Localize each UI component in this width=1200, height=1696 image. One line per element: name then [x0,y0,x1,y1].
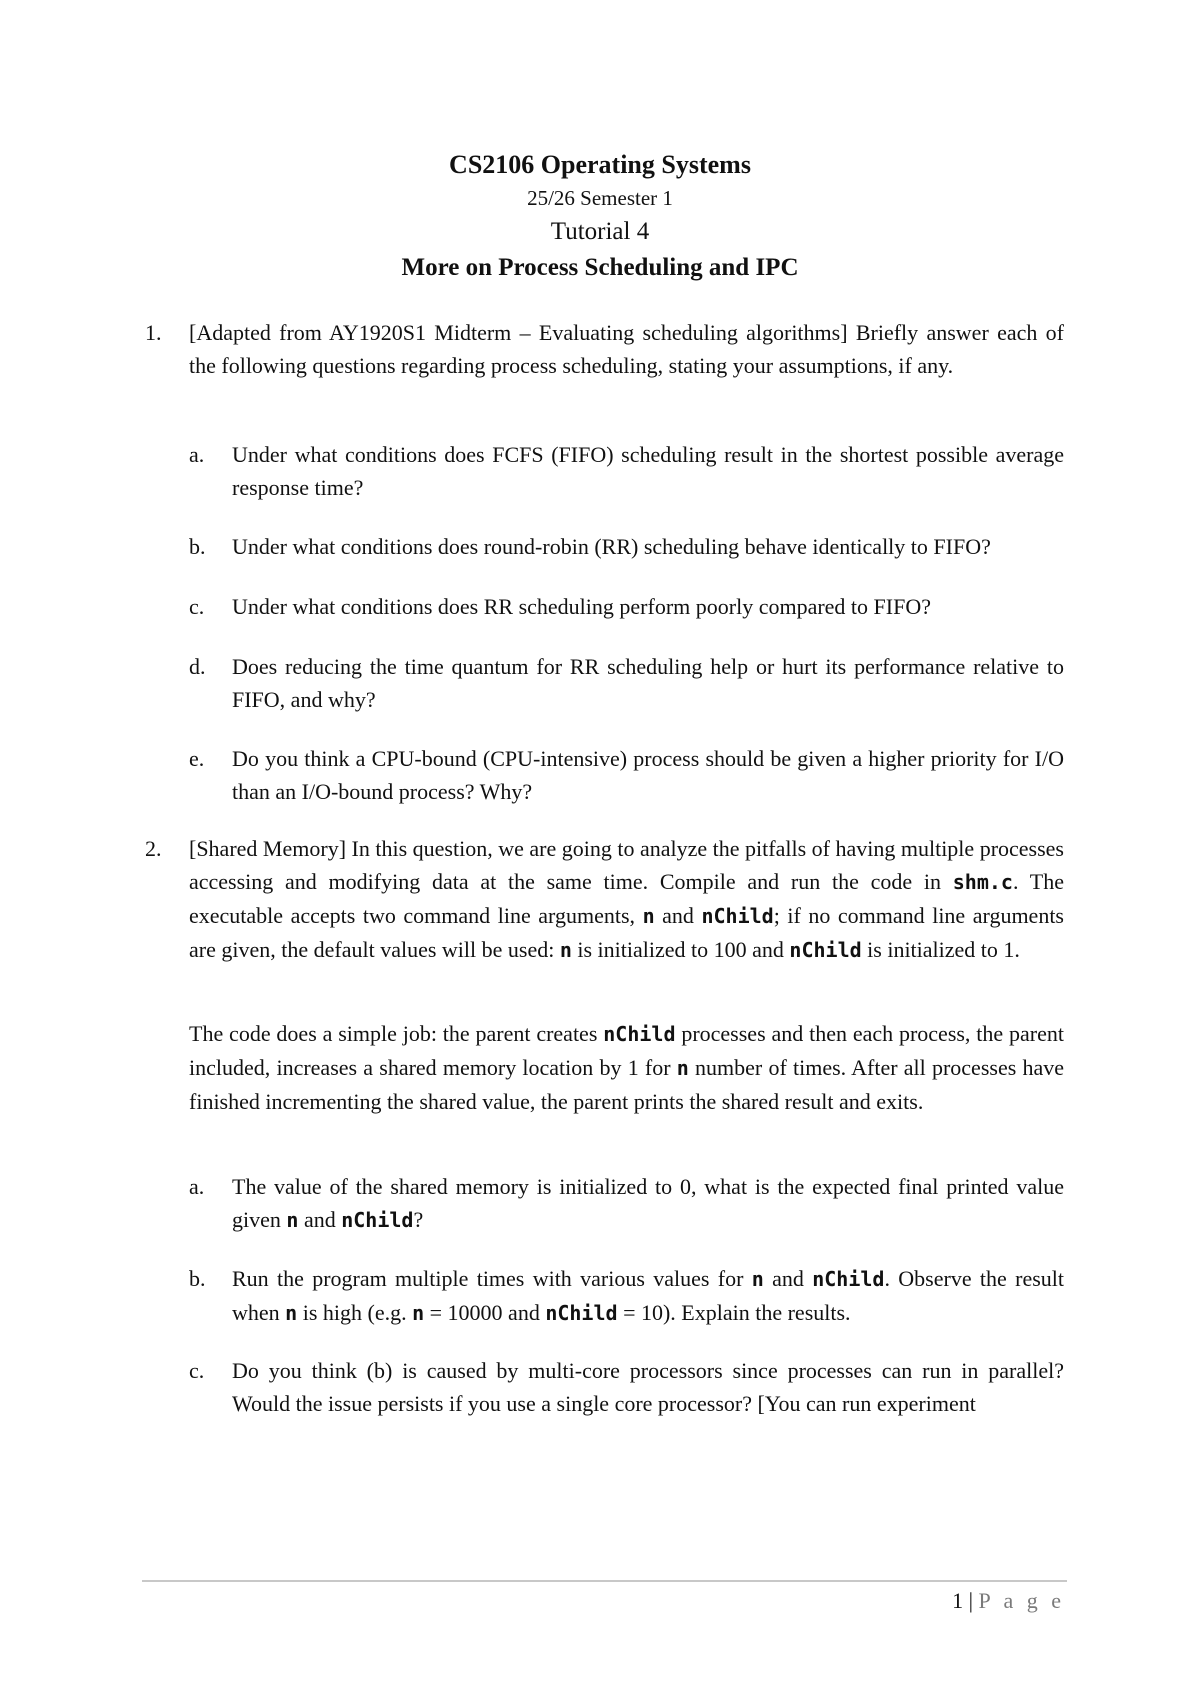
question-1a-text: Under what conditions does FCFS (FIFO) scheduling result in the shortest possible average response time? [232,442,1064,500]
footer-separator: | [968,1588,974,1613]
page-footer [952,1588,1065,1614]
question-2c-label: c. [189,1358,205,1383]
question-2b-label: b. [189,1266,206,1291]
question-1c-label: c. [189,594,205,619]
document-subtitle: More on Process Scheduling and IPC [401,254,799,281]
question-2c-text: Do you think (b) is caused by multi-core processors since processes can run in parallel? Would the issue persists if you use a single core processor? [You can run experiment [232,1358,1064,1416]
page-number: 1 [952,1588,964,1613]
question-1c-text: Under what conditions does RR scheduling perform poorly compared to FIFO? [232,594,931,619]
question-1e-label: e. [189,746,205,771]
semester-label: 25/26 Semester 1 [527,186,673,210]
question-1d-label: d. [189,654,206,679]
question-2a-text: The value of the shared memory is initialized to 0, what is the expected final printed value given n and nChild? [232,1174,1064,1232]
question-2a-label: a. [189,1174,205,1199]
question-1e-text: Do you think a CPU-bound (CPU-intensive) process should be given a higher priority for I/O than an I/O-bound process? Why? [232,746,1064,804]
question-2-paragraph-2: The code does a simple job: the parent creates nChild processes and then each process, the parent included, increases a shared memory location by 1 for n number of times. After all processes have finished incrementing the shared value, the parent prints the shared result and exits. [189,1021,1065,1114]
question-1a-label: a. [189,442,205,467]
tutorial-label: Tutorial 4 [550,218,650,245]
question-1-number: 1. [145,320,162,345]
question-1b-text: Under what conditions does round-robin (RR) scheduling behave identically to FIFO? [232,534,991,559]
page-word: P a g e [978,1588,1065,1613]
question-2-number: 2. [145,836,162,861]
footer-divider [142,1580,1067,1582]
question-1b-label: b. [189,534,206,559]
question-1-text: [Adapted from AY1920S1 Midterm – Evaluating scheduling algorithms] Briefly answer each of the following questions regarding process scheduling, stating your assumptions, if any. [189,320,1064,378]
document-title: CS2106 Operating Systems [449,150,751,179]
question-1d-text: Does reducing the time quantum for RR scheduling help or hurt its performance relative to FIFO, and why? [232,654,1064,712]
question-2-paragraph-1: [Shared Memory] In this question, we are going to analyze the pitfalls of having multiple processes accessing and modifying data at the same time. Compile and run the code in shm.c. The executable accepts two command line arguments, n and nChild; if no command line arguments are given, the default values will be used: n is initialized to 100 and nChild is initialized to 1. [189,836,1065,962]
question-2b-text: Run the program multiple times with various values for n and nChild. Observe the result when n is high (e.g. n = 10000 and nChild = 10). Explain the results. [232,1266,1065,1325]
